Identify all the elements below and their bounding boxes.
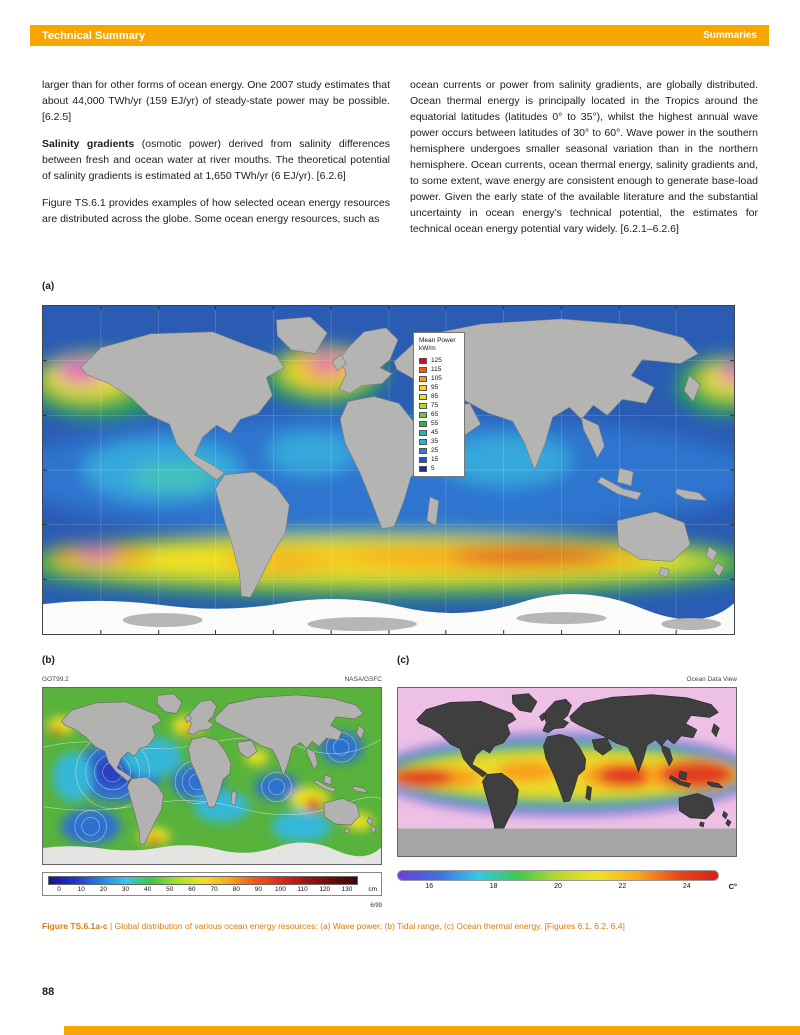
paragraph: Figure TS.6.1 provides examples of how selected ocean energy resources are distributed across the globe. Some ocean energy resources, such as — [42, 196, 390, 225]
legend-swatch — [419, 394, 427, 400]
paragraph-lead: Salinity gradients — [42, 137, 135, 150]
legend-entry: 15 — [419, 455, 460, 464]
legend-swatch — [419, 439, 427, 445]
legend-entry: 115 — [419, 365, 460, 374]
header-title: Technical Summary — [42, 29, 146, 42]
legend-swatch — [419, 412, 427, 418]
legend-entry: 65 — [419, 410, 460, 419]
tidal-model-label: GOT99.2 — [42, 676, 69, 683]
panel-b-header — [42, 676, 382, 683]
header-section: Summaries — [703, 30, 757, 41]
legend-entry: 25 — [419, 446, 460, 455]
legend-swatch — [419, 466, 427, 472]
header-bar — [30, 25, 769, 46]
page-number: 88 — [42, 986, 55, 998]
tidal-colorbar-ticks: 0 10 20 30 40 50 60 70 80 90 100 110 120 130 — [57, 886, 353, 893]
tidal-colorbar — [42, 872, 382, 896]
wave-power-map — [42, 305, 735, 635]
figure-caption: Figure TS.6.1a-c | Global distribution of various ocean energy resources: (a) Wave power; (b) Tidal range, (c) Ocean thermal energy. [Figures 6.1, 6.2, 6.4] — [42, 921, 625, 931]
tidal-date-note: 6/99 — [370, 903, 382, 909]
wave-power-map-graphic — [43, 306, 734, 634]
footer-bar — [64, 1026, 800, 1035]
legend-swatch — [419, 457, 427, 463]
legend-swatch — [419, 448, 427, 454]
tidal-colorbar-gradient — [48, 876, 358, 885]
legend-entry: 95 — [419, 383, 460, 392]
legend-entry: 45 — [419, 428, 460, 437]
ocean-thermal-map-graphic — [398, 688, 736, 856]
thermal-colorbar-gradient — [397, 870, 719, 881]
left-column — [42, 78, 390, 249]
legend-swatch — [419, 403, 427, 409]
legend-swatch — [419, 430, 427, 436]
panel-c-label: (c) — [397, 655, 410, 666]
wave-power-legend — [413, 332, 465, 477]
legend-swatch — [419, 367, 427, 373]
thermal-colorbar-unit: C° — [728, 882, 737, 891]
body-columns — [42, 78, 758, 249]
panel-c-header — [397, 676, 737, 683]
figure-caption-lead: Figure TS.6.1a-c — [42, 921, 108, 931]
legend-swatch — [419, 421, 427, 427]
legend-swatch — [419, 385, 427, 391]
panel-b-label: (b) — [42, 655, 55, 666]
thermal-colorbar — [397, 870, 737, 890]
paragraph: larger than for other forms of ocean energy. One 2007 study estimates that about 44,000 TWh/yr (159 EJ/yr) of steady-state power may be possible. [6.2.5] — [42, 79, 390, 123]
panel-a-label: (a) — [42, 281, 55, 292]
legend-swatch — [419, 358, 427, 364]
legend-entry: 85 — [419, 392, 460, 401]
right-column — [410, 78, 758, 249]
tidal-range-map — [42, 687, 382, 865]
tidal-credit-label: NASA/GSFC — [344, 676, 382, 683]
otec-credit-label: Ocean Data View — [686, 676, 737, 683]
thermal-colorbar-ticks: 16 18 20 22 24 — [425, 883, 691, 890]
legend-entry: 75 — [419, 401, 460, 410]
legend-unit: kW/m — [419, 345, 436, 353]
legend-entry: 125 — [419, 356, 460, 365]
legend-entry: 5 — [419, 464, 460, 473]
tidal-colorbar-unit: cm — [368, 886, 377, 893]
paragraph: ocean currents or power from salinity gradients, are globally distributed. Ocean thermal energy is principally located in the Tropics around the equatorial latitudes (latitudes 0° to 35°), whilst the highest annual wave power occurs between latitudes of 30° to 60°. Wave power in the southern hemisphere undergoes smaller seasonal variation than in the northern hemisphere. Ocean currents, ocean thermal energy, salinity gradients and, to some extent, wave energy are consistent enough to generate base-load power. Given the early state of the available literature and the substantial uncertainty in ocean energy’s technical potential, the estimates for technical ocean energy potential vary widely. [6.2.1–6.2.6] — [410, 79, 758, 235]
legend-swatch — [419, 376, 427, 382]
ocean-thermal-map — [397, 687, 737, 857]
legend-title: Mean Power — [419, 337, 456, 344]
tidal-range-map-graphic — [43, 688, 381, 864]
legend-entry: 55 — [419, 419, 460, 428]
paragraph: Salinity gradients (osmotic power) derived from salinity differences between fresh and ocean water at river mouths. The theoretical potential of salinity gradients is estimated at 1,650 TWh/yr (6 EJ/yr). [6.2.6] — [42, 137, 390, 182]
legend-entry: 35 — [419, 437, 460, 446]
legend-entry: 105 — [419, 374, 460, 383]
